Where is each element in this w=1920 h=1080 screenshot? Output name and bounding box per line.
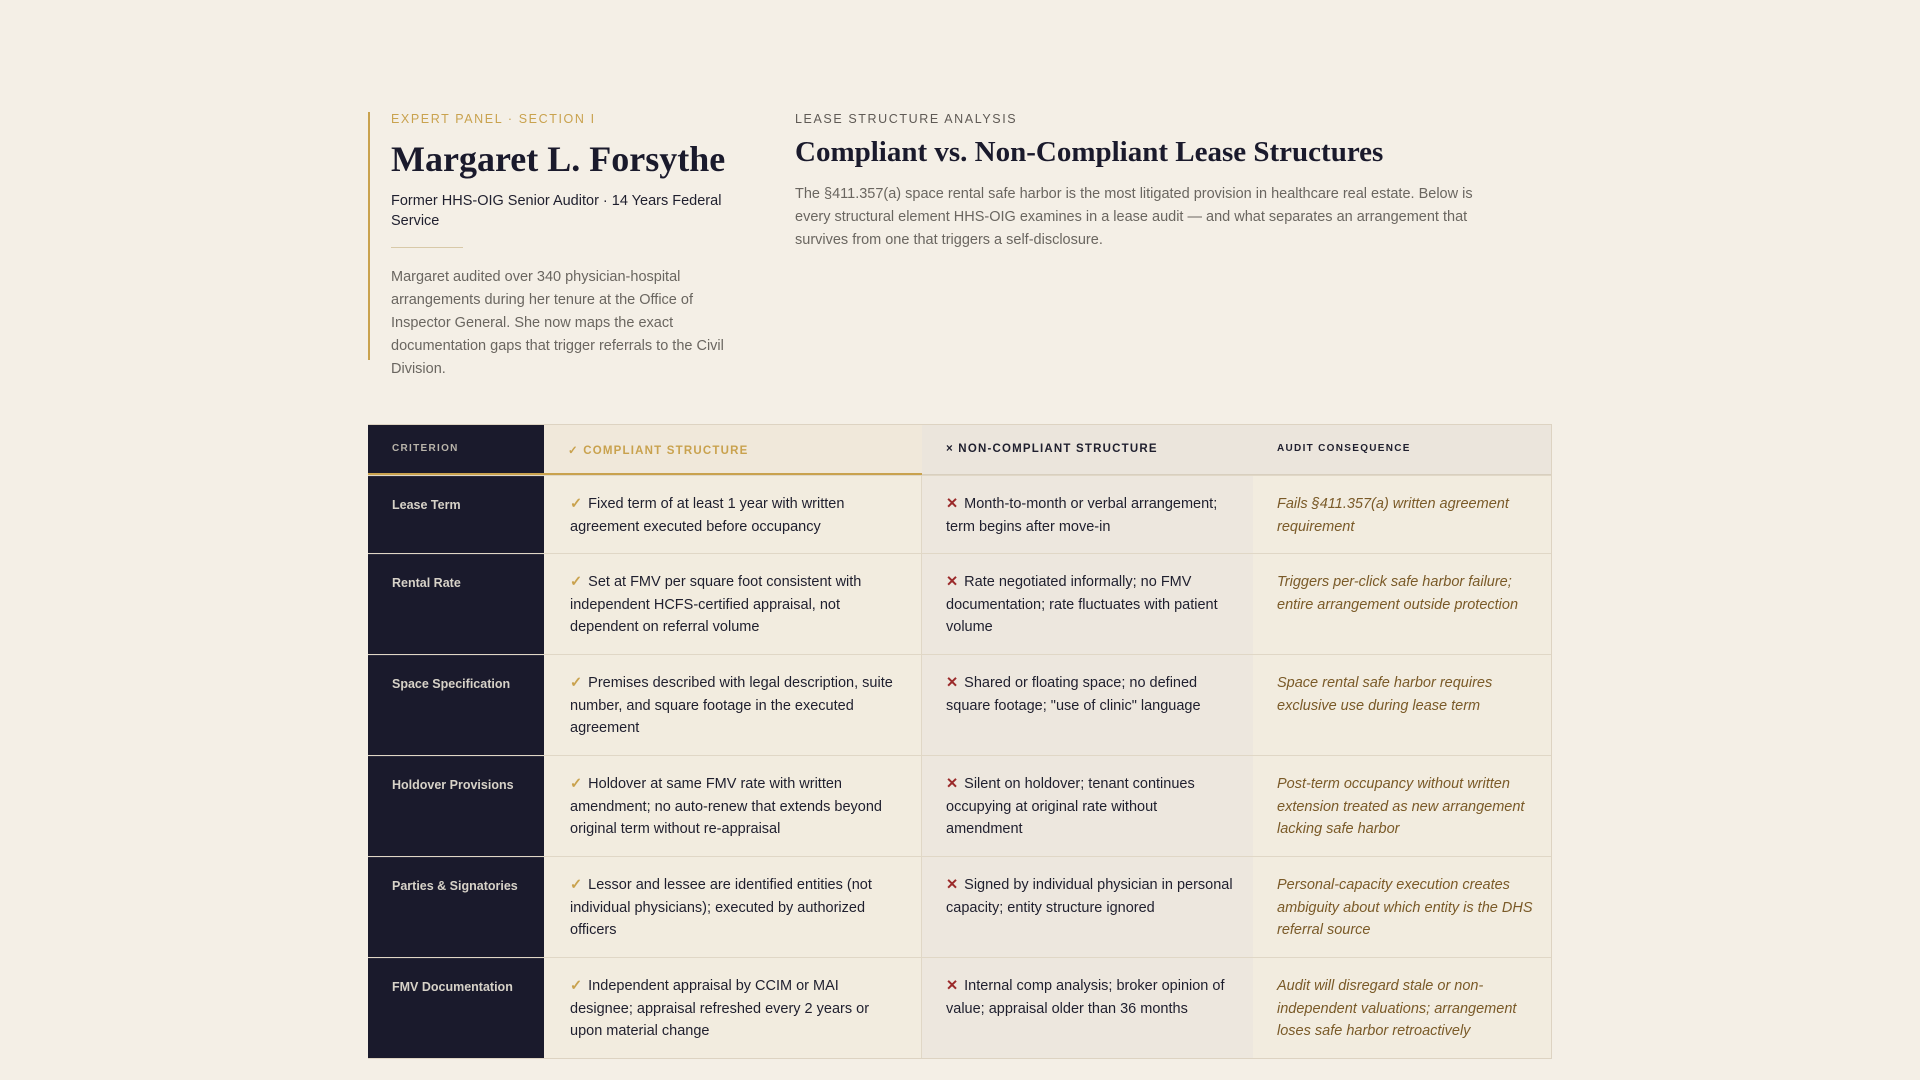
analysis-title: Compliant vs. Non-Compliant Lease Structures	[795, 136, 1384, 168]
check-icon: ✓	[570, 978, 583, 994]
compliant-text: Premises described with legal description, suite number, and square footage in the executed agreement	[570, 675, 893, 736]
cross-icon: ✕	[946, 675, 959, 691]
expert-name: Margaret L. Forsythe	[391, 139, 726, 179]
noncompliant-cell	[922, 554, 1253, 654]
cross-icon: ✕	[946, 574, 959, 590]
compliant-cell	[544, 554, 922, 654]
criterion-cell: Lease Term	[368, 476, 544, 553]
table-row	[368, 755, 1551, 856]
header-compliant: ✓ COMPLIANT STRUCTURE	[544, 425, 922, 475]
criterion-cell: Holdover Provisions	[368, 756, 544, 856]
compliant-text: Lessor and lessee are identified entities (not individual physicians); executed by authorized officers	[570, 877, 872, 938]
cross-icon: ✕	[946, 776, 959, 792]
consequence-cell: Triggers per-click safe harbor failure; entire arrangement outside protection	[1253, 554, 1551, 654]
check-icon: ✓	[570, 776, 583, 792]
expert-profile	[368, 112, 738, 377]
table-row	[368, 654, 1551, 755]
criterion-cell: Rental Rate	[368, 554, 544, 654]
consequence-cell: Post-term occupancy without written extension treated as new arrangement lacking safe harbor	[1253, 756, 1551, 856]
cross-icon: ✕	[946, 978, 959, 994]
expert-role: Former HHS-OIG Senior Auditor · 14 Years Federal Service	[391, 193, 722, 229]
header-noncompliant: × NON-COMPLIANT STRUCTURE	[922, 425, 1253, 475]
noncompliant-text: Shared or floating space; no defined square footage; "use of clinic" language	[946, 675, 1201, 714]
criterion-cell: Space Specification	[368, 655, 544, 755]
noncompliant-text: Signed by individual physician in personal capacity; entity structure ignored	[946, 877, 1233, 916]
consequence-cell: Space rental safe harbor requires exclusive use during lease term	[1253, 655, 1551, 755]
compliant-text: Set at FMV per square foot consistent with independent HCFS-certified appraisal, not dependent on referral volume	[570, 574, 862, 635]
noncompliant-cell	[922, 756, 1253, 856]
criterion-cell: FMV Documentation	[368, 958, 544, 1058]
compliant-cell	[544, 476, 922, 553]
lease-comparison-table	[368, 424, 1552, 1059]
noncompliant-cell	[922, 476, 1253, 553]
consequence-cell: Fails §411.357(a) written agreement requirement	[1253, 476, 1551, 553]
noncompliant-text: Silent on holdover; tenant continues occupying at original rate without amendment	[946, 776, 1195, 837]
compliant-text: Independent appraisal by CCIM or MAI designee; appraisal refreshed every 2 years or upon material change	[570, 978, 870, 1039]
check-icon: ✓	[570, 496, 583, 512]
check-icon: ✓	[570, 877, 583, 893]
noncompliant-cell	[922, 655, 1253, 755]
divider	[391, 247, 463, 248]
table-row	[368, 856, 1551, 957]
noncompliant-text: Rate negotiated informally; no FMV documentation; rate fluctuates with patient volume	[946, 574, 1218, 635]
consequence-cell: Audit will disregard stale or non-independent valuations; arrangement loses safe harbor retroactively	[1253, 958, 1551, 1058]
compliant-cell	[544, 958, 922, 1058]
analysis-eyebrow: LEASE STRUCTURE ANALYSIS	[795, 112, 1018, 126]
check-icon: ✓	[570, 574, 583, 590]
check-icon: ✓	[570, 675, 583, 691]
compliant-cell	[544, 756, 922, 856]
noncompliant-cell	[922, 958, 1253, 1058]
consequence-cell: Personal-capacity execution creates ambiguity about which entity is the DHS referral source	[1253, 857, 1551, 957]
analysis-description: The §411.357(a) space rental safe harbor is the most litigated provision in healthcare real estate. Below is every structural element HHS-OIG examines in a lease audit — and what separates an arrangement that survives from one that triggers a self-disclosure.	[795, 186, 1473, 248]
noncompliant-text: Internal comp analysis; broker opinion of value; appraisal older than 36 months	[946, 978, 1225, 1017]
compliant-text: Fixed term of at least 1 year with written agreement executed before occupancy	[570, 496, 845, 535]
expert-bio: Margaret audited over 340 physician-hospital arrangements during her tenure at the Office of Inspector General. She now maps the exact documentation gaps that trigger referrals to the Civil Division.	[391, 269, 724, 377]
noncompliant-cell	[922, 857, 1253, 957]
header-criterion: CRITERION	[368, 425, 544, 475]
compliant-cell	[544, 655, 922, 755]
cross-icon: ✕	[946, 877, 959, 893]
noncompliant-text: Month-to-month or verbal arrangement; term begins after move-in	[946, 496, 1218, 535]
table-row	[368, 553, 1551, 654]
criterion-cell: Parties & Signatories	[368, 857, 544, 957]
header-consequence: AUDIT CONSEQUENCE	[1253, 425, 1551, 475]
analysis-intro	[795, 112, 1475, 252]
cross-icon: ✕	[946, 496, 959, 512]
table-row	[368, 475, 1551, 553]
compliant-text: Holdover at same FMV rate with written amendment; no auto-renew that extends beyond original term without re-appraisal	[570, 776, 882, 837]
profile-eyebrow: EXPERT PANEL · SECTION I	[391, 112, 596, 126]
table-row	[368, 957, 1551, 1058]
compliant-cell	[544, 857, 922, 957]
table-header-row	[368, 425, 1551, 475]
